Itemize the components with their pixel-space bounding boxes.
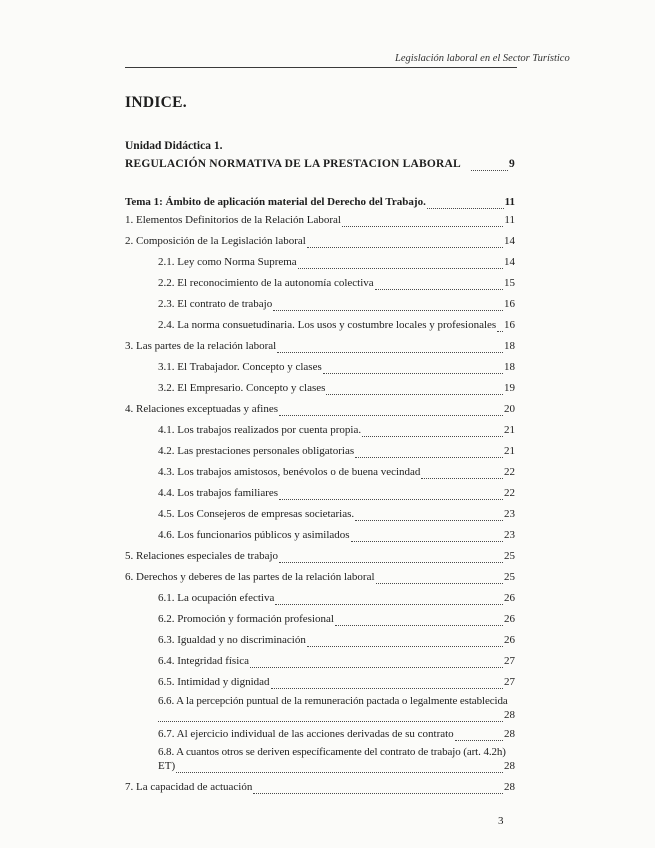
toc-entry [158,655,515,668]
header-rule [125,67,517,68]
toc-entry [158,728,515,741]
toc-entry-page: 14 [504,256,515,268]
toc-entry-page: 18 [504,361,515,373]
toc-entry-text: 4. Relaciones exceptuadas y afines [125,403,279,415]
toc-entry-page: 14 [504,235,515,247]
unit-page: 9 [509,158,515,170]
toc-entry [158,298,515,311]
toc-entry-text: 7. La capacidad de actuación [125,781,253,793]
dot-leader [273,300,503,311]
dot-leader [298,258,503,269]
toc-entry-text: 2.4. La norma consuetudinaria. Los usos y costumbre locales y profesionales [158,319,497,331]
dot-leader [497,321,503,332]
toc-entry [158,361,515,374]
toc-entry-text: 6.8. A cuantos otros se deriven específicamente del contrato de trabajo (art. 4.2h) [158,746,506,758]
dot-leader [326,384,503,395]
dot-leader [362,426,503,437]
toc-entry-page: 23 [504,508,515,520]
dot-leader [176,762,503,773]
toc-entry-page: 28 [504,781,515,793]
dot-leader [375,279,503,290]
toc-entry-page: 28 [504,728,515,740]
dot-leader [421,468,503,479]
toc-entry-page: 21 [504,445,515,457]
toc-entry-text: 6.5. Intimidad y dignidad [158,676,270,688]
toc-entry-page: 27 [504,676,515,688]
toc-entry [158,613,515,626]
dot-leader [279,405,503,416]
dot-leader [279,489,503,500]
dot-leader [455,730,503,741]
running-header: Legislación laboral en el Sector Turístico [395,53,570,64]
toc-entry [158,382,515,395]
unit-title: REGULACIÓN NORMATIVA DE LA PRESTACION LABORAL [125,158,461,170]
toc-entry-text: 5. Relaciones especiales de trabajo [125,550,279,562]
toc-entry-text: 4.1. Los trabajos realizados por cuenta propia. [158,424,362,436]
toc-entry-text: 6.4. Integridad física [158,655,250,667]
toc-entry [158,256,515,269]
toc-entry [125,340,515,353]
toc-entry-text: 4.6. Los funcionarios públicos y asimilados [158,529,350,541]
toc-entry-text: 6.1. La ocupación efectiva [158,592,275,604]
toc-entry-page: 26 [504,634,515,646]
toc-entry [158,424,515,437]
toc-entry [158,529,515,542]
toc-entry-page: 23 [504,529,515,541]
toc-entry-continuation-text: ET) [158,760,176,772]
toc-entry-text: 2.3. El contrato de trabajo [158,298,273,310]
toc-entry-page: 26 [504,613,515,625]
dot-leader [275,594,503,605]
toc-entry-text: 2.1. Ley como Norma Suprema [158,256,297,268]
topic-page: 11 [504,196,515,208]
toc-entry-page: 26 [504,592,515,604]
dot-leader [471,160,508,171]
toc-entry [158,277,515,290]
dot-leader [376,573,503,584]
dot-leader [307,636,503,647]
toc-entry-text: 3. Las partes de la relación laboral [125,340,277,352]
toc-entry [158,445,515,458]
toc-entry-page: 25 [504,571,515,583]
toc-entry [158,676,515,689]
toc-entry-text: 6.2. Promoción y formación profesional [158,613,334,625]
toc-entry [158,508,515,521]
dot-leader [342,216,503,227]
toc-entry-page: 19 [504,382,515,394]
toc-entry-text: 6.7. Al ejercicio individual de las acciones derivadas de su contrato [158,728,454,740]
toc-entry [125,781,515,794]
dot-leader [335,615,503,626]
dot-leader [279,552,503,563]
dot-leader [253,783,503,794]
toc-entry-text: 6.3. Igualdad y no discriminación [158,634,306,646]
toc-entry [125,214,515,227]
toc-entry-text: 6. Derechos y deberes de las partes de la relación laboral [125,571,375,583]
dot-leader [277,342,503,353]
toc-entry-page: 28 [504,760,515,772]
toc-entry-page: 22 [504,466,515,478]
toc-entry-continuation [158,760,515,773]
toc-entry-text: 3.2. El Empresario. Concepto y clases [158,382,326,394]
page-number: 3 [498,815,504,827]
toc-entry-page: 16 [504,319,515,331]
dot-leader [427,198,504,209]
toc-entry-page: 18 [504,340,515,352]
toc-entry-page: 25 [504,550,515,562]
toc-entry-continuation [158,709,515,722]
toc-entry-text: 2.2. El reconocimiento de la autonomía colectiva [158,277,374,289]
toc-entry-text: 4.3. Los trabajos amistosos, benévolos o de buena vecindad [158,466,421,478]
dot-leader [355,447,503,458]
toc-entry-page: 22 [504,487,515,499]
toc-entry-page: 11 [504,214,515,226]
toc-entry-text: 4.5. Los Consejeros de empresas societarias. [158,508,355,520]
unit-title-entry [125,158,515,171]
toc-entry-text: 4.2. Las prestaciones personales obligatorias [158,445,355,457]
dot-leader [250,657,503,668]
toc-entry-page: 28 [504,709,515,721]
toc-entry [125,571,515,584]
toc-entry [125,403,515,416]
topic-title: Tema 1: Ámbito de aplicación material del Derecho del Trabajo. [125,196,426,208]
toc-entry [158,592,515,605]
toc-entry [158,319,515,332]
dot-leader [323,363,503,374]
toc-entry [158,466,515,479]
toc-entry-page: 15 [504,277,515,289]
toc-entry-page: 16 [504,298,515,310]
toc-entry [158,487,515,500]
topic-entry [125,196,515,209]
toc-entry-text: 6.6. A la percepción puntual de la remuneración pactada o legalmente establecida [158,695,508,707]
dot-leader [351,531,503,542]
unit-label: Unidad Didáctica 1. [125,140,223,152]
toc-entry-text: 1. Elementos Definitorios de la Relación Laboral [125,214,341,226]
toc-entry-text: 2. Composición de la Legislación laboral [125,235,306,247]
toc-entry [158,634,515,647]
dot-leader [158,711,503,722]
index-title: INDICE. [125,94,187,111]
toc-entry-page: 27 [504,655,515,667]
toc-entry-text: 3.1. El Trabajador. Concepto y clases [158,361,322,373]
dot-leader [271,678,503,689]
toc-entry [125,550,515,563]
dot-leader [307,237,503,248]
toc-entry-page: 21 [504,424,515,436]
toc-entry-page: 20 [504,403,515,415]
dot-leader [355,510,503,521]
toc-entry-text: 4.4. Los trabajos familiares [158,487,279,499]
toc-entry [125,235,515,248]
